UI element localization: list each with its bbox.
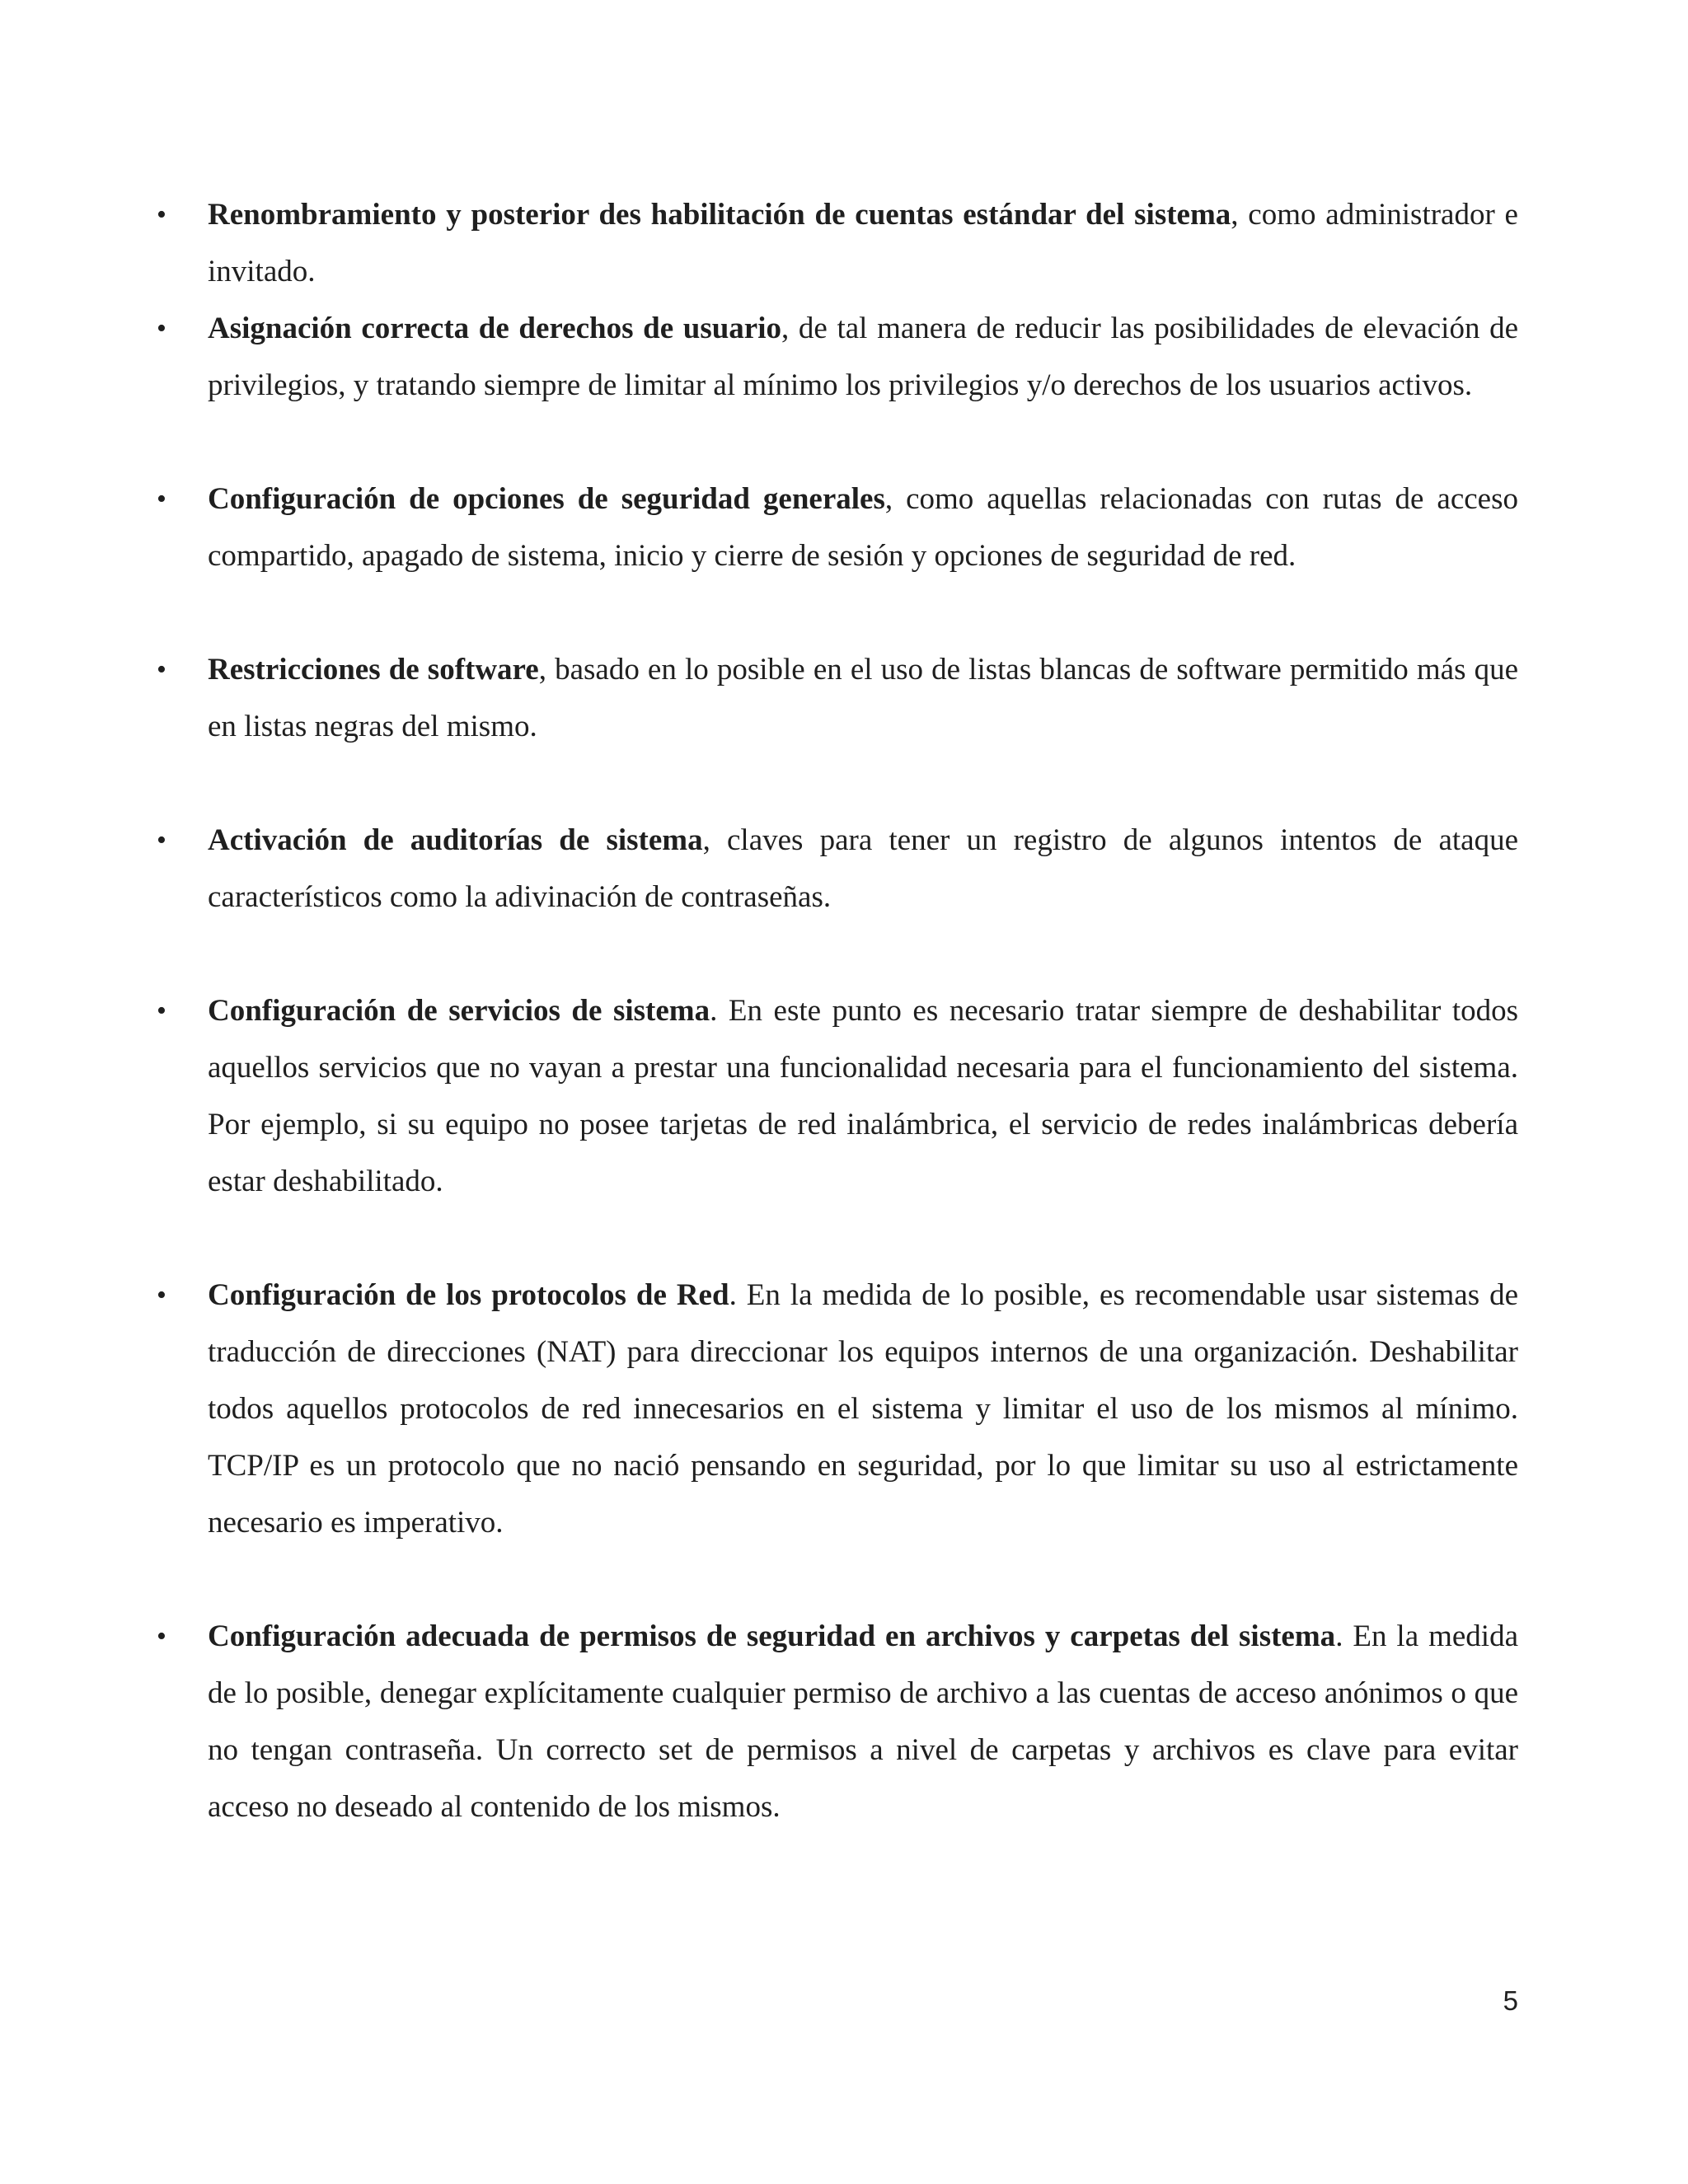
list-item-text (208, 982, 1518, 1210)
bullet-icon: • (157, 996, 166, 1026)
list-item-text (208, 300, 1518, 414)
bullet-icon: • (157, 654, 166, 685)
list-item-rest: . En este punto es necesario tratar siempre de deshabilitar todos aquellos servicios que no vayan a prestar una funcionalidad necesaria para el funcionamiento del sistema. Por ejemplo, si su equipo no posee tarjetas de red inalámbrica, el servicio de redes inalámbricas debería estar deshabilitado. (208, 994, 1518, 1198)
list-item (157, 1608, 1518, 1835)
page-number: 5 (1503, 1985, 1518, 2016)
list-item-bold: Restricciones de software (208, 653, 539, 687)
list-item-text (208, 471, 1518, 584)
bullet-icon: • (157, 484, 166, 514)
list-item (157, 812, 1518, 926)
list-item-bold: Configuración de opciones de seguridad generales (208, 482, 885, 516)
list-item-text (208, 1608, 1518, 1835)
bullet-icon: • (157, 1621, 166, 1652)
list-item-text (208, 186, 1518, 300)
bullet-icon: • (157, 825, 166, 855)
list-item-bold: Configuración de servicios de sistema (208, 994, 710, 1028)
list-item-rest: . En la medida de lo posible, es recomendable usar sistemas de traducción de direcciones (NAT) para direccionar los equipos internos de una organización. Deshabilitar todos aquellos protocolos de red innecesarios en el sistema y limitar el uso de los mismos al mínimo. TCP/IP es un protocolo que no nació pensando en seguridad, por lo que limitar su uso al estrictamente necesario es imperativo. (208, 1278, 1518, 1540)
bullet-icon: • (157, 1280, 166, 1310)
list-item-bold: Renombramiento y posterior des habilitación de cuentas estándar del sistema (208, 198, 1231, 232)
bullet-list (157, 186, 1518, 1835)
list-item-rest: . En la medida de lo posible, denegar explícitamente cualquier permiso de archivo a las cuentas de acceso anónimos o que no tengan contraseña. Un correcto set de permisos a nivel de carpetas y archivos es clave para evitar acceso no deseado al contenido de los mismos. (208, 1619, 1518, 1824)
list-item-text (208, 812, 1518, 926)
list-item-bold: Configuración de los protocolos de Red (208, 1278, 729, 1312)
list-item-rest: , basado en lo posible en el uso de listas blancas de software permitido más que en listas negras del mismo. (208, 653, 1518, 743)
bullet-icon: • (157, 199, 166, 230)
list-item (157, 300, 1518, 414)
list-item-text (208, 641, 1518, 755)
list-item-bold: Activación de auditorías de sistema (208, 823, 703, 857)
list-item (157, 982, 1518, 1210)
list-item-rest: , como administrador e invitado. (208, 198, 1518, 288)
list-item (157, 471, 1518, 584)
list-item-bold: Asignación correcta de derechos de usuario (208, 312, 782, 345)
list-item-rest: , como aquellas relacionadas con rutas de acceso compartido, apagado de sistema, inicio y cierre de sesión y opciones de seguridad de red. (208, 482, 1518, 573)
bullet-icon: • (157, 313, 166, 344)
list-item-bold: Configuración adecuada de permisos de seguridad en archivos y carpetas del sistema (208, 1619, 1336, 1653)
list-item (157, 641, 1518, 755)
list-item-rest: , claves para tener un registro de algunos intentos de ataque característicos como la adivinación de contraseñas. (208, 823, 1518, 914)
list-item (157, 1267, 1518, 1551)
list-item-rest: , de tal manera de reducir las posibilidades de elevación de privilegios, y tratando siempre de limitar al mínimo los privilegios y/o derechos de los usuarios activos. (208, 312, 1518, 402)
list-item-text (208, 1267, 1518, 1551)
list-item (157, 186, 1518, 300)
